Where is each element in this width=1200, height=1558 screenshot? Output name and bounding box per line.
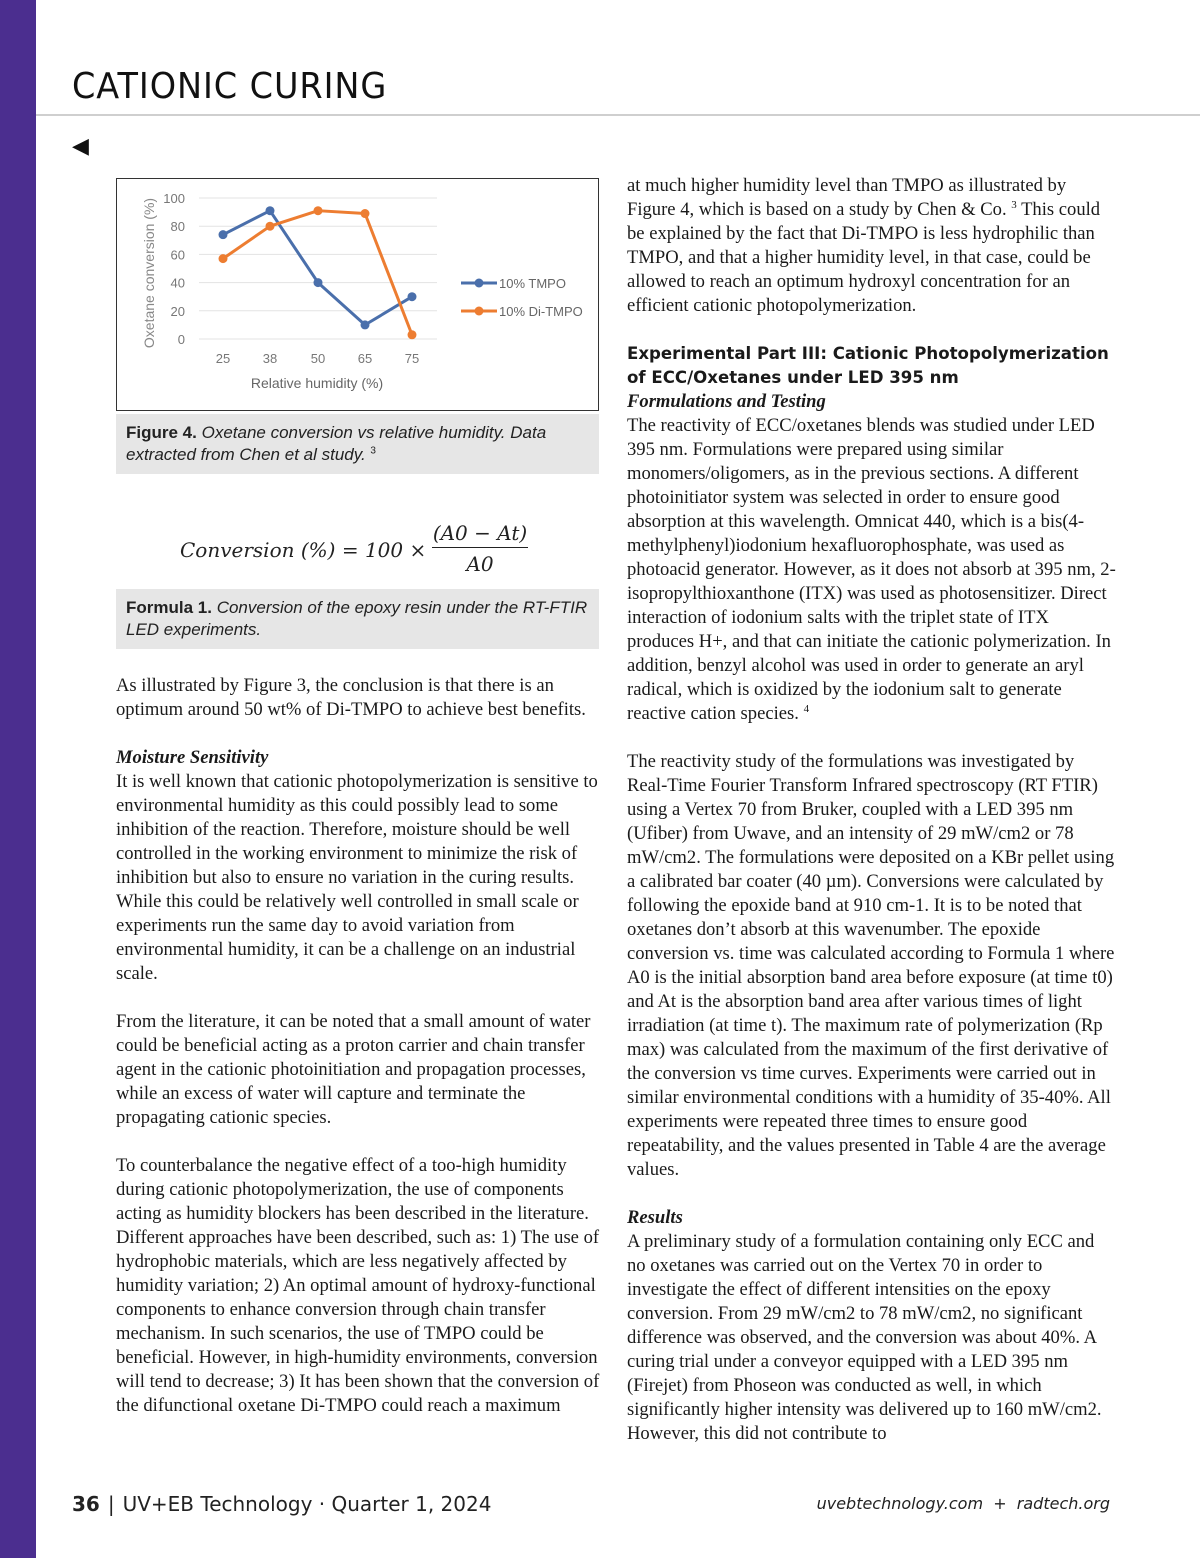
data-point bbox=[266, 222, 275, 231]
footer-publication bbox=[72, 1492, 491, 1516]
publication-name: UV+EB Technology · Quarter 1, 2024 bbox=[122, 1492, 492, 1516]
x-tick-label: 38 bbox=[262, 351, 278, 366]
formula-numerator: (A0 − At) bbox=[432, 518, 528, 548]
y-tick-label: 0 bbox=[177, 332, 185, 347]
series-line bbox=[223, 211, 412, 325]
paragraph: It is well known that cationic photopolymerization is sensitive to environmental humidity as this could possibly lead to some inhibition of the reaction. Therefore, moisture should be well controlled in the working environment to minimize the risk of inhibition but also to ensure no variation in the curing results. While this could be relatively well controlled in small scale or experiments run the same day to avoid variation from environmental humidity, it can be a challenge on an industrial scale. bbox=[116, 771, 598, 984]
reference-3: 3 bbox=[1011, 198, 1017, 211]
paragraph-text: This could be explained by the fact that Di-TMPO is less hydrophilic than TMPO, and that a higher humidity level, in that case, could be allowed to reach an optimum hydroxyl concentration for an efficient cationic photopolymerization. bbox=[627, 199, 1101, 316]
figure-4-ref: 3 bbox=[370, 445, 376, 457]
y-tick-label: 60 bbox=[170, 247, 185, 263]
y-tick-label: 40 bbox=[170, 275, 185, 291]
x-tick-label: 75 bbox=[404, 351, 420, 366]
paragraph-text: at much higher humidity level than TMPO as illustrated by Figure 4, which is based on a study by Chen & Co. bbox=[627, 175, 1067, 220]
paragraph bbox=[627, 174, 1117, 318]
moisture-sensitivity-heading: Moisture Sensitivity bbox=[116, 747, 269, 768]
y-tick-label: 80 bbox=[170, 219, 185, 235]
paragraph: To counterbalance the negative effect of a too-high humidity during cationic photopolymerization, the use of components acting as humidity blockers has been described in the literature. Different approaches have been described, such as: 1) The use of hydrophobic materials, which are less negatively affected by humidity variation; 2) An optimal amount of hydroxy-functional components to enhance conversion through chain transfer mechanism. In such scenarios, the use of TMPO could be beneficial. However, in high-humidity environments, conversion will tend to decrease; 3) It has been shown that the conversion of the difunctional oxetane Di-TMPO could reach a maximum bbox=[116, 1155, 600, 1416]
section-title: CATIONIC CURING bbox=[72, 66, 388, 107]
page-number: 36 bbox=[72, 1492, 100, 1516]
paragraph bbox=[627, 414, 1117, 726]
right-column bbox=[627, 174, 1117, 1446]
experimental-part-3-heading: Experimental Part III: Cationic Photopolymerization of ECC/Oxetanes under LED 395 nm bbox=[627, 344, 1109, 387]
paragraph: From the literature, it can be noted that a small amount of water could be beneficial acting as a proton carrier and chain transfer agent in the cationic photoinitiation and propagation processes, while an excess of water will capture and terminate the propagating cationic species. bbox=[116, 1011, 591, 1128]
data-point bbox=[408, 330, 417, 339]
y-axis-label: Oxetane conversion (%) bbox=[141, 197, 157, 349]
x-tick-label: 50 bbox=[310, 351, 326, 366]
footer-websites[interactable]: uvebtechnology.com + radtech.org bbox=[816, 1494, 1110, 1513]
formula-1-label: Formula 1. bbox=[126, 598, 212, 617]
purple-sidebar bbox=[0, 0, 36, 1558]
formula-1-caption-text: Conversion of the epoxy resin under the RT-FTIR LED experiments. bbox=[126, 598, 588, 639]
legend-marker bbox=[475, 279, 484, 288]
title-divider bbox=[36, 114, 1200, 116]
data-point bbox=[361, 209, 370, 218]
back-arrow-icon[interactable]: ◀ bbox=[72, 134, 89, 159]
data-point bbox=[361, 320, 370, 329]
paragraph: As illustrated by Figure 3, the conclusion is that there is an optimum around 50 wt% of Di-TMPO to achieve best benefits. bbox=[116, 675, 586, 720]
x-axis-label: Relative humidity (%) bbox=[250, 375, 384, 391]
data-point bbox=[408, 292, 417, 301]
results-heading: Results bbox=[627, 1207, 683, 1228]
x-tick-label: 25 bbox=[215, 351, 231, 366]
y-tick-label: 100 bbox=[163, 191, 185, 206]
figure-4-chart bbox=[116, 178, 599, 411]
legend-label: 10% TMPO bbox=[499, 276, 566, 291]
data-point bbox=[219, 254, 228, 263]
chart-svg bbox=[117, 179, 600, 412]
data-point bbox=[266, 206, 275, 215]
legend-label: 10% Di-TMPO bbox=[499, 304, 583, 319]
data-point bbox=[219, 230, 228, 239]
reference-4: 4 bbox=[803, 702, 810, 715]
formula-1 bbox=[180, 518, 580, 580]
formula-1-caption bbox=[116, 589, 599, 649]
x-tick-label: 65 bbox=[357, 351, 373, 366]
figure-4-caption bbox=[116, 414, 599, 474]
y-tick-label: 20 bbox=[170, 303, 185, 319]
figure-4-label: Figure 4. bbox=[126, 423, 197, 442]
paragraph-text: The reactivity of ECC/oxetanes blends was studied under LED 395 nm. Formulations were prepared using similar monomers/oligomers, as in the previous sections. A different photoinitiator system was selected in order to ensure good absorption at this wavelength. Omnicat 440, which is a bis(4-methylphenyl)iodonium hexafluorophosphate, was used as photoacid generator. However, as it does not absorb at 395 nm, 2-isopropylthioxanthone (ITX) was used as photosensitizer. Direct interaction of iodonium salts with the triplet state of ITX produces H+, and that can initiate the cationic polymerization. In addition, benzyl alcohol was used in order to generate an aryl radical, which is oxidized by the iodonium salt to generate reactive cation species. bbox=[627, 415, 1116, 724]
figure-4-caption-text: Oxetane conversion vs relative humidity. Data extracted from Chen et al study. bbox=[126, 423, 547, 464]
left-column bbox=[116, 674, 606, 1418]
footer-separator: | bbox=[107, 1492, 115, 1516]
formulations-testing-heading: Formulations and Testing bbox=[627, 391, 826, 412]
formula-fraction bbox=[432, 518, 528, 578]
formula-denominator: A0 bbox=[466, 552, 494, 576]
formula-lhs: Conversion (%) = 100 × bbox=[180, 538, 427, 562]
series-line bbox=[223, 211, 412, 335]
data-point bbox=[314, 206, 323, 215]
paragraph: A preliminary study of a formulation containing only ECC and no oxetanes was carried out on the Vertex 70 in order to investigate the effect of different intensities on the epoxy conversion. From 29 mW/cm2 to 78 mW/cm2, no significant difference was observed, and the conversion was about 40%. A curing trial under a conveyor equipped with a LED 395 nm (Firejet) from Phoseon was conducted as well, in which significantly higher intensity was delivered up to 160 mW/cm2. However, this did not contribute to bbox=[627, 1231, 1102, 1444]
paragraph: The reactivity study of the formulations was investigated by Real-Time Fourier Transform Infrared spectroscopy (RT FTIR) using a Vertex 70 from Bruker, coupled with a LED 395 nm (Ufiber) from Uwave, and an intensity of 29 mW/cm2 or 78 mW/cm2. The formulations were deposited on a KBr pellet using a calibrated bar coater (40 µm). Conversions were calculated by following the epoxide band at 910 cm-1. It is to be noted that oxetanes don’t absorb at this wavenumber. The epoxide conversion vs. time was calculated according to Formula 1 where A0 is the initial absorption band area before exposure (at time t0) and At is the absorption band area after various times of light irradiation (at time t). The maximum rate of polymerization (Rp max) was calculated from the maximum of the first derivative of the conversion vs time curves. Experiments were carried out in similar environmental conditions with a humidity of 35-40%. All experiments were repeated three times to ensure good repeatability, and the values presented in Table 4 are the average values. bbox=[627, 751, 1115, 1180]
data-point bbox=[314, 278, 323, 287]
legend-marker bbox=[475, 307, 484, 316]
